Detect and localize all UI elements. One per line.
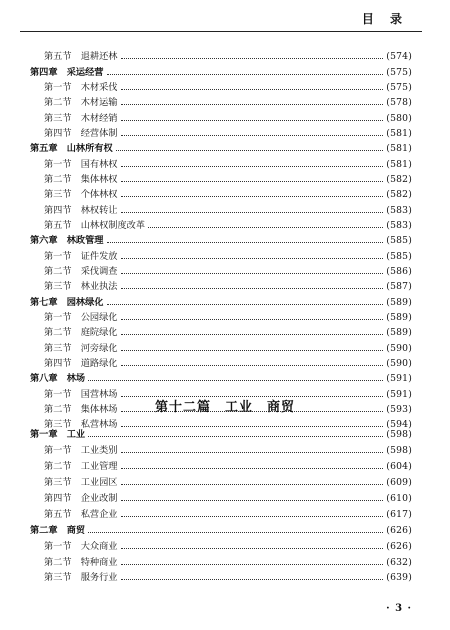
toc-chapter-entry[interactable] xyxy=(30,64,412,79)
toc-entry-page: (586) xyxy=(386,265,412,277)
toc-dot-leader xyxy=(121,319,384,320)
toc-entry-page: (585) xyxy=(386,250,412,262)
toc-chapter-entry[interactable] xyxy=(30,233,412,248)
toc-entry-page: (585) xyxy=(386,235,412,247)
toc-entry-title: 第三节 个体林权 xyxy=(44,189,118,201)
toc-dot-leader xyxy=(88,436,383,437)
toc-dot-leader xyxy=(116,150,384,151)
running-header-title: 目 录 xyxy=(361,12,408,26)
toc-dot-leader xyxy=(121,468,384,469)
toc-entry-title: 第八章 林场 xyxy=(30,373,86,385)
toc-entry-page: (590) xyxy=(386,358,412,370)
toc-dot-leader xyxy=(121,548,384,549)
toc-entry-page: (626) xyxy=(386,540,412,552)
toc-section-entry[interactable] xyxy=(30,475,412,491)
toc-entry-title: 第四章 采运经营 xyxy=(30,66,104,78)
toc-chapter-entry[interactable] xyxy=(30,295,412,310)
toc-entry-page: (580) xyxy=(386,112,412,124)
toc-entry-title: 第四节 企业改制 xyxy=(44,493,118,504)
toc-entry-page: (639) xyxy=(386,572,412,584)
toc-section-entry[interactable] xyxy=(30,202,412,217)
toc-entry-page: (583) xyxy=(386,219,412,231)
toc-dot-leader xyxy=(121,181,384,182)
toc-entry-title: 第一节 工业类别 xyxy=(44,445,118,457)
page-number: · 3 · xyxy=(386,603,412,614)
toc-entry-page: (590) xyxy=(386,342,412,354)
toc-entry-page: (587) xyxy=(386,281,412,293)
toc-entry-title: 第二节 木材运输 xyxy=(44,97,118,109)
toc-entry-title: 第三节 河旁绿化 xyxy=(44,342,118,354)
toc-dot-leader xyxy=(107,304,384,305)
toc-dot-leader xyxy=(88,380,383,381)
toc-section-entry[interactable] xyxy=(30,49,412,64)
toc-dot-leader xyxy=(121,258,384,259)
toc-dot-leader xyxy=(121,120,384,121)
toc-section-entry[interactable] xyxy=(30,126,412,141)
toc-section-entry[interactable] xyxy=(30,310,412,325)
toc-dot-leader xyxy=(121,166,384,167)
toc-entry-page: (632) xyxy=(386,556,412,568)
toc-section-entry[interactable] xyxy=(30,264,412,279)
toc-entry-title: 第三节 私营林场 xyxy=(44,419,118,431)
toc-entry-title: 第一节 证件发放 xyxy=(44,250,118,262)
toc-section-entry[interactable] xyxy=(30,95,412,110)
toc-list-bottom xyxy=(30,427,412,586)
toc-dot-leader xyxy=(121,484,384,485)
toc-entry-title: 第二章 商贸 xyxy=(30,524,86,536)
toc-section-entry[interactable] xyxy=(30,80,412,95)
toc-entry-page: (598) xyxy=(386,445,412,457)
toc-chapter-entry[interactable] xyxy=(30,427,412,443)
toc-entry-title: 第一节 国营林场 xyxy=(44,388,118,400)
toc-dot-leader xyxy=(107,74,384,75)
toc-section-entry[interactable] xyxy=(30,554,412,570)
toc-entry-page: (591) xyxy=(386,388,412,400)
toc-section-entry[interactable] xyxy=(30,279,412,294)
toc-entry-title: 第三节 服务行业 xyxy=(44,572,118,584)
toc-section-entry[interactable] xyxy=(30,491,412,507)
toc-entry-title: 第二节 工业管理 xyxy=(44,461,118,473)
toc-entry-title: 第一节 国有林权 xyxy=(44,158,118,170)
toc-list-top xyxy=(30,49,412,433)
toc-entry-page: (581) xyxy=(386,127,412,139)
toc-section-entry[interactable] xyxy=(30,356,412,371)
toc-section-entry[interactable] xyxy=(30,156,412,171)
part-title: 第十二篇 工业 商贸 xyxy=(154,400,295,415)
toc-entry-title: 第一节 公园绿化 xyxy=(44,312,118,324)
toc-entry-title: 第四节 经营体制 xyxy=(44,127,118,139)
toc-dot-leader xyxy=(121,452,384,453)
toc-entry-title: 第三节 林业执法 xyxy=(44,281,118,293)
toc-dot-leader xyxy=(121,516,384,517)
toc-dot-leader xyxy=(121,350,384,351)
toc-entry-title: 第五节 山林权制度改革 xyxy=(44,219,146,231)
toc-entry-title: 第一节 木材采伐 xyxy=(44,81,118,93)
toc-entry-page: (589) xyxy=(386,312,412,324)
toc-chapter-entry[interactable] xyxy=(30,371,412,386)
toc-dot-leader xyxy=(121,564,384,565)
toc-dot-leader xyxy=(121,288,384,289)
toc-section-entry[interactable] xyxy=(30,218,412,233)
toc-dot-leader xyxy=(121,212,384,213)
toc-entry-page: (583) xyxy=(386,204,412,216)
toc-dot-leader xyxy=(121,58,384,59)
toc-section-entry[interactable] xyxy=(30,570,412,586)
toc-entry-page: (609) xyxy=(386,477,412,489)
toc-section-entry[interactable] xyxy=(30,506,412,522)
toc-dot-leader xyxy=(121,196,384,197)
toc-dot-leader xyxy=(107,242,384,243)
toc-entry-title: 第四节 道路绿化 xyxy=(44,358,118,370)
toc-entry-page: (574) xyxy=(386,51,412,63)
header-rule xyxy=(20,31,422,32)
toc-dot-leader xyxy=(121,365,384,366)
toc-dot-leader xyxy=(121,579,384,580)
toc-dot-leader xyxy=(121,104,384,105)
toc-entry-title: 第三节 木材经销 xyxy=(44,112,118,124)
toc-entry-title: 第六章 林政管理 xyxy=(30,235,104,247)
toc-entry-page: (610) xyxy=(386,493,412,504)
toc-entry-page: (604) xyxy=(386,461,412,473)
toc-entry-page: (575) xyxy=(386,81,412,93)
toc-entry-page: (591) xyxy=(386,373,412,385)
toc-entry-page: (617) xyxy=(386,508,412,520)
toc-entry-title: 第二节 特种商业 xyxy=(44,556,118,568)
toc-entry-page: (593) xyxy=(386,404,412,416)
toc-section-entry[interactable] xyxy=(30,110,412,125)
toc-dot-leader xyxy=(121,500,384,501)
toc-section-entry[interactable] xyxy=(30,459,412,475)
toc-entry-title: 第二节 集体林场 xyxy=(44,404,118,416)
toc-entry-title: 第五节 退耕还林 xyxy=(44,51,118,63)
toc-entry-title: 第一章 工业 xyxy=(30,429,86,441)
toc-section-entry[interactable] xyxy=(30,341,412,356)
toc-entry-page: (578) xyxy=(386,97,412,109)
toc-entry-page: (589) xyxy=(386,327,412,339)
toc-dot-leader xyxy=(88,532,383,533)
toc-dot-leader xyxy=(121,89,384,90)
toc-section-entry[interactable] xyxy=(30,325,412,340)
toc-entry-title: 第二节 庭院绿化 xyxy=(44,327,118,339)
toc-entry-title: 第五节 私营企业 xyxy=(44,508,118,520)
toc-dot-leader xyxy=(148,227,383,228)
toc-section-entry[interactable] xyxy=(30,248,412,263)
toc-entry-title: 第五章 山林所有权 xyxy=(30,143,113,155)
toc-dot-leader xyxy=(121,135,384,136)
toc-chapter-entry[interactable] xyxy=(30,141,412,156)
toc-section-entry[interactable] xyxy=(30,443,412,459)
toc-entry-page: (582) xyxy=(386,173,412,185)
toc-entry-page: (626) xyxy=(386,524,412,536)
toc-entry-page: (598) xyxy=(386,429,412,441)
toc-entry-title: 第三节 工业园区 xyxy=(44,477,118,489)
toc-entry-page: (575) xyxy=(386,66,412,78)
toc-entry-title: 第四节 林权转让 xyxy=(44,204,118,216)
toc-chapter-entry[interactable] xyxy=(30,522,412,538)
toc-entry-page: (589) xyxy=(386,296,412,308)
toc-section-entry[interactable] xyxy=(30,538,412,554)
toc-entry-page: (594) xyxy=(386,419,412,431)
toc-entry-page: (582) xyxy=(386,189,412,201)
toc-entry-page: (581) xyxy=(386,143,412,155)
toc-entry-page: (581) xyxy=(386,158,412,170)
toc-entry-title: 第二节 采伐调查 xyxy=(44,265,118,277)
toc-section-entry[interactable] xyxy=(30,187,412,202)
toc-entry-title: 第二节 集体林权 xyxy=(44,173,118,185)
toc-entry-title: 第七章 园林绿化 xyxy=(30,296,104,308)
toc-section-entry[interactable] xyxy=(30,172,412,187)
toc-dot-leader xyxy=(121,334,384,335)
toc-entry-title: 第一节 大众商业 xyxy=(44,540,118,552)
toc-dot-leader xyxy=(121,273,384,274)
